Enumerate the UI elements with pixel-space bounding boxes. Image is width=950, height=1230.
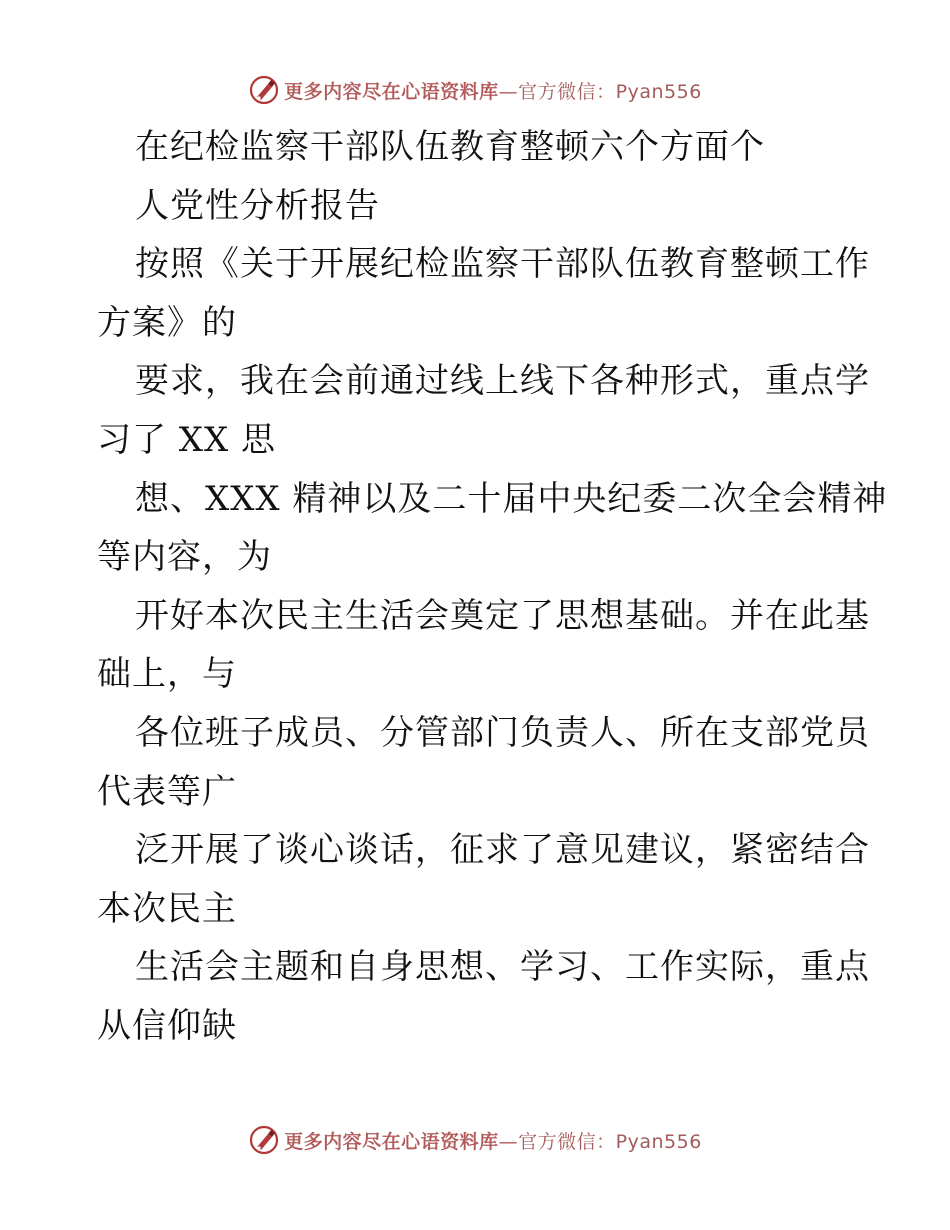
pen-nib-logo-icon [248, 1124, 280, 1156]
header-wechat-text: 官方微信：Pyan556 [518, 80, 702, 103]
paragraph-line: 方案》的 [97, 302, 237, 343]
document-body [97, 118, 888, 1056]
doc-title-line-1: 在纪检监察干部队伍教育整顿六个方面个 [135, 127, 765, 167]
footer-banner [0, 1120, 950, 1160]
paragraph-line: 各位班子成员、分管部门负责人、所在支部党员 [135, 712, 870, 753]
paragraph-line: 从信仰缺 [97, 1005, 237, 1046]
paragraph-line: 生活会主题和自身思想、学习、工作实际，重点 [135, 947, 870, 988]
paragraph-line: 础上，与 [97, 654, 237, 695]
paragraph-line: 按照《关于开展纪检监察干部队伍教育整顿工作 [135, 244, 870, 285]
paragraph-line: 想、XXX 精神以及二十届中央纪委二次全会精神 [135, 478, 888, 519]
header-dash: — [498, 80, 519, 103]
paragraph-line: 开好本次民主生活会奠定了思想基础。并在此基 [135, 595, 870, 636]
paragraph-line: 要求，我在会前通过线上线下各种形式，重点学 [135, 361, 870, 402]
header-site-text: 更多内容尽在心语资料库 [284, 80, 499, 103]
paragraph-line: 代表等广 [97, 771, 237, 812]
doc-title-line-2: 人党性分析报告 [135, 185, 380, 226]
footer-wechat-text: 官方微信：Pyan556 [518, 1130, 702, 1153]
paragraph-line: 泛开展了谈心谈话，征求了意见建议，紧密结合 [135, 830, 870, 871]
paragraph-line: 习了 XX 思 [97, 419, 277, 460]
header-banner [0, 70, 950, 110]
footer-site-text: 更多内容尽在心语资料库 [284, 1130, 499, 1153]
paragraph-line: 等内容，为 [97, 537, 272, 578]
footer-text [284, 1127, 702, 1154]
paragraph-line: 本次民主 [97, 888, 237, 929]
footer-dash: — [498, 1130, 519, 1153]
pen-nib-logo-icon [248, 74, 280, 106]
header-text [284, 77, 702, 104]
